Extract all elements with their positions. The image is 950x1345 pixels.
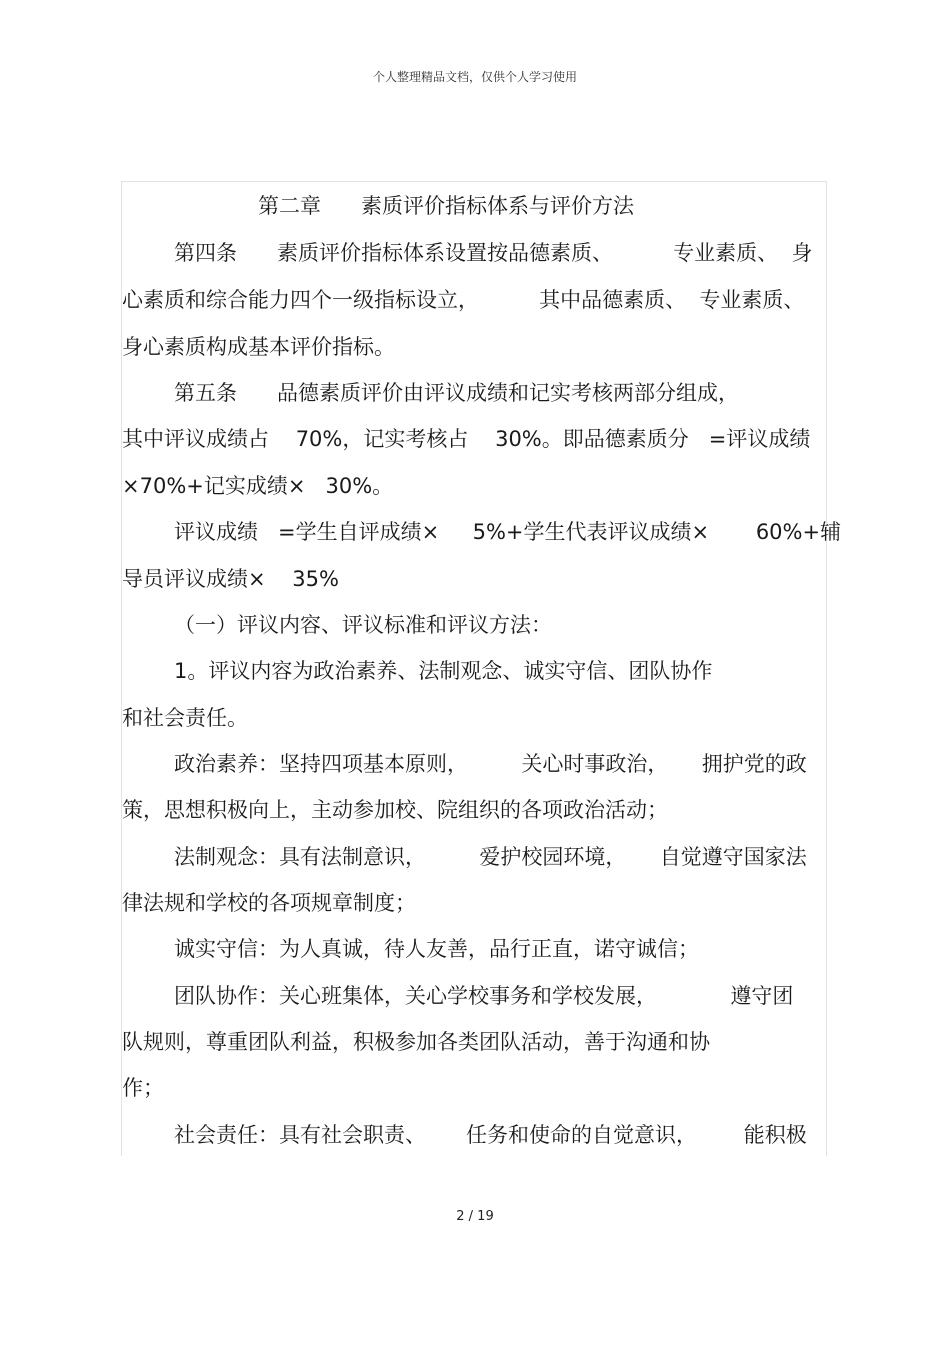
text-line: 作； <box>122 1076 164 1100</box>
text-line: 政治素养：坚持四项基本原则， 关心时事政治， 拥护党的政 <box>174 752 807 776</box>
text-line: 1。评议内容为政治素养、法制观念、诚实守信、团队协作 <box>174 659 713 683</box>
text-line: ×70%+记实成绩× 30%。 <box>122 474 394 498</box>
text-line: 第四条 素质评价指标体系设置按品德素质、 专业素质、 身 <box>174 241 813 265</box>
text-line: 心素质和综合能力四个一级指标设立， 其中品德素质、 专业素质、 <box>122 288 805 312</box>
text-line: 和社会责任。 <box>122 706 248 730</box>
text-line: 队规则，尊重团队利益，积极参加各类团队活动，善于沟通和协 <box>122 1030 710 1054</box>
text-line: 第五条 品德素质评价由评议成绩和记实考核两部分组成， <box>174 381 740 405</box>
page-header: 个人整理精品文档，仅供个人学习使用 <box>372 70 577 84</box>
text-line: 身心素质构成基本评价指标。 <box>122 335 395 359</box>
text-line: 导员评议成绩× 35% <box>122 567 339 591</box>
text-line: 评议成绩 =学生自评成绩× 5%+学生代表评议成绩× 60%+辅 <box>174 520 842 544</box>
text-line: 律法规和学校的各项规章制度； <box>122 891 416 915</box>
chapter-title: 第二章 素质评价指标体系与评价方法 <box>258 194 635 218</box>
text-line: 法制观念：具有法制意识， 爱护校园环境， 自觉遵守国家法 <box>174 845 807 869</box>
page-number: 2 / 19 <box>456 1209 494 1224</box>
text-line: 团队协作：关心班集体，关心学校事务和学校发展， 遵守团 <box>174 984 794 1008</box>
text-line: 诚实守信：为人真诚，待人友善，品行正直，诺守诚信； <box>174 937 699 961</box>
text-line: 策，思想积极向上，主动参加校、院组织的各项政治活动； <box>122 798 668 822</box>
text-line: 其中评议成绩占 70%，记实考核占 30%。即品德素质分 =评议成绩 <box>122 427 811 451</box>
text-line: 社会责任：具有社会职责、 任务和使命的自觉意识， 能积极 <box>174 1123 807 1147</box>
text-line: （一）评议内容、评议标准和评议方法： <box>174 613 552 637</box>
